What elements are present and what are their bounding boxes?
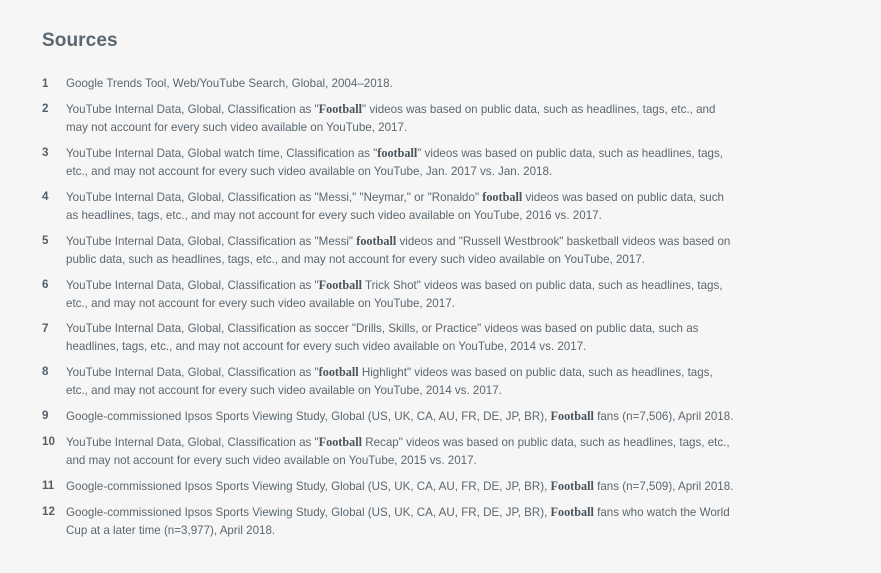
source-item — [42, 100, 881, 137]
source-item — [42, 188, 881, 225]
source-keyword: Football — [550, 505, 594, 519]
source-text-segment: fans who watch the World Cup at a later time (n=3,977), April 2018. — [66, 506, 730, 537]
source-text — [66, 75, 736, 93]
source-text-segment: Highlight" videos was based on public data, such as headlines, tags, etc., and may not account for every such video available on YouTube, 2014 vs. 2017. — [66, 366, 713, 397]
source-number: 2 — [42, 102, 49, 115]
source-text-segment: Google-commissioned Ipsos Sports Viewing Study, Global (US, UK, CA, AU, FR, DE, JP, BR), — [66, 480, 551, 493]
source-text-segment: Google-commissioned Ipsos Sports Viewing Study, Global (US, UK, CA, AU, FR, DE, JP, BR), — [66, 410, 551, 423]
source-text-segment: YouTube Internal Data, Global, Classification as "Messi" — [66, 235, 357, 248]
source-keyword: Football — [318, 102, 363, 116]
source-text-segment: " videos was based on public data, such as headlines, tags, etc., and may not account for every such video available on YouTube, Jan. 2017 vs. Jan. 2018. — [66, 147, 723, 178]
source-keyword: Football — [550, 409, 594, 423]
source-item — [42, 407, 881, 426]
source-item — [42, 433, 881, 470]
source-keyword: football — [356, 234, 397, 248]
source-number: 5 — [42, 234, 49, 247]
source-item — [42, 232, 881, 269]
source-text — [66, 503, 736, 540]
sources-list — [42, 75, 881, 540]
source-text-segment: Trick Shot" videos was based on public data, such as headlines, tags, etc., and may not account for every such video available on YouTube, 2017. — [66, 279, 723, 310]
source-number: 4 — [42, 190, 49, 203]
source-text-segment: fans (n=7,509), April 2018. — [593, 480, 734, 493]
source-number: 1 — [42, 77, 49, 90]
source-text-segment: YouTube Internal Data, Global, Classification as "Messi," "Neymar," or "Ronaldo" — [66, 191, 483, 204]
source-number: 11 — [42, 479, 55, 492]
source-text-segment: videos and "Russell Westbrook" basketball videos was based on public data, such as headlines, tags, etc., and may not account for every such video available on YouTube, 2017. — [66, 235, 731, 266]
source-item — [42, 477, 881, 496]
source-text — [66, 144, 736, 181]
source-text — [66, 363, 736, 400]
source-item — [42, 75, 881, 93]
source-text — [66, 276, 736, 313]
source-text — [66, 477, 736, 496]
source-keyword: football — [377, 146, 418, 160]
source-keyword: Football — [318, 278, 363, 292]
source-text-segment: Google-commissioned Ipsos Sports Viewing Study, Global (US, UK, CA, AU, FR, DE, JP, BR), — [66, 506, 551, 519]
page-title: Sources — [42, 30, 118, 51]
source-number: 3 — [42, 146, 49, 159]
source-keyword: football — [318, 365, 359, 379]
source-text — [66, 188, 736, 225]
source-keyword: football — [482, 190, 523, 204]
source-text-segment: YouTube Internal Data, Global, Classification as soccer "Drills, Skills, or Practice" videos was based on public data, such as headlines, tags, etc., and may not account for every such video available on YouTube, 2014 vs. 2017. — [66, 322, 699, 353]
source-text-segment: YouTube Internal Data, Global, Classification as " — [66, 279, 319, 292]
source-number: 7 — [42, 322, 49, 335]
source-text-segment: Google Trends Tool, Web/YouTube Search, Global, 2004–2018. — [66, 77, 393, 90]
source-item — [42, 276, 881, 313]
source-number: 9 — [42, 409, 49, 422]
source-text-segment: videos was based on public data, such as headlines, tags, etc., and may not account for every such video available on YouTube, 2016 vs. 2017. — [66, 191, 724, 222]
source-text-segment: YouTube Internal Data, Global, Classification as " — [66, 103, 319, 116]
source-text-segment: " videos was based on public data, such as headlines, tags, etc., and may not account for every such video available on YouTube, 2017. — [66, 103, 716, 134]
source-number: 12 — [42, 505, 55, 518]
source-text — [66, 232, 736, 269]
source-text-segment: YouTube Internal Data, Global, Classification as " — [66, 436, 319, 449]
source-number: 8 — [42, 365, 49, 378]
source-text — [66, 320, 736, 356]
source-text — [66, 407, 736, 426]
source-item — [42, 144, 881, 181]
source-text-segment: YouTube Internal Data, Global watch time, Classification as " — [66, 147, 378, 160]
source-keyword: Football — [318, 435, 363, 449]
source-text-segment: Recap" videos was based on public data, such as headlines, tags, etc., and may not account for every such video available on YouTube, 2015 vs. 2017. — [66, 436, 730, 467]
source-item — [42, 320, 881, 356]
source-text-segment: fans (n=7,506), April 2018. — [593, 410, 734, 423]
source-text — [66, 433, 736, 470]
source-keyword: Football — [550, 479, 594, 493]
source-text-segment: YouTube Internal Data, Global, Classification as " — [66, 366, 319, 379]
source-item — [42, 503, 881, 540]
source-number: 10 — [42, 435, 55, 448]
source-text — [66, 100, 736, 137]
source-number: 6 — [42, 278, 49, 291]
source-item — [42, 363, 881, 400]
